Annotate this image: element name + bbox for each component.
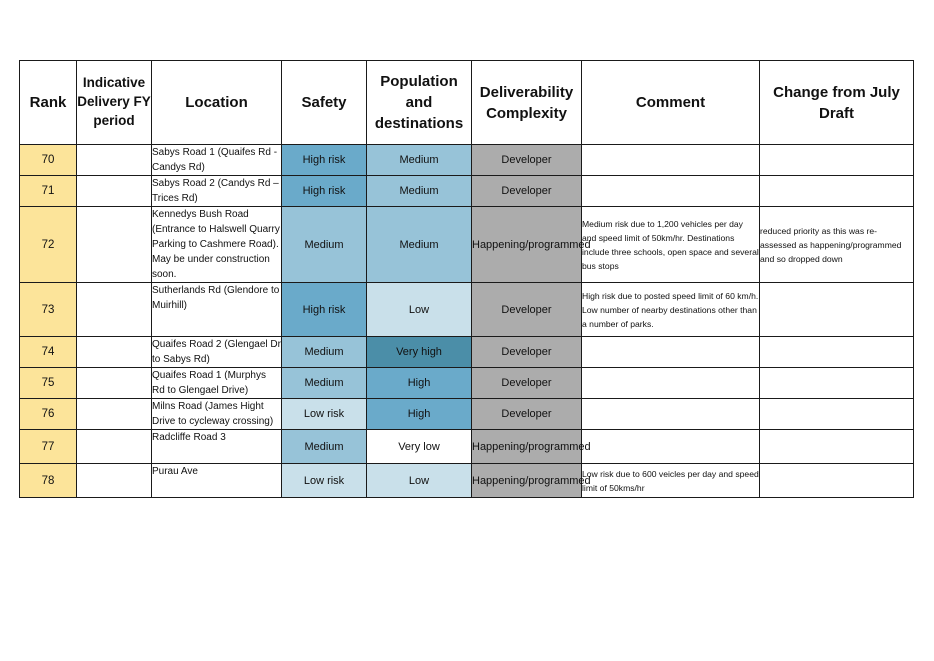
header-row	[20, 61, 914, 145]
deliverability-cell: Developer	[472, 337, 582, 368]
deliverability-cell: Happening/programmed	[472, 464, 582, 498]
change-cell	[760, 176, 914, 207]
change-cell	[760, 368, 914, 399]
deliverability-cell: Developer	[472, 283, 582, 337]
comment-cell	[582, 176, 760, 207]
comment-cell: Low risk due to 600 veicles per day and speed limit of 50kms/hr	[582, 464, 760, 498]
comment-cell	[582, 337, 760, 368]
header-fy-period: Indicative Delivery FY period	[77, 61, 152, 145]
population-cell: Low	[367, 283, 472, 337]
table-row	[20, 464, 914, 498]
location-cell: Purau Ave	[152, 464, 282, 498]
comment-cell: Medium risk due to 1,200 vehicles per day and speed limit of 50km/hr. Destinations include three schools, open space and several bus stops	[582, 207, 760, 283]
rank-cell: 76	[20, 399, 77, 430]
safety-cell: Medium	[282, 337, 367, 368]
table-row	[20, 337, 914, 368]
population-cell: Very high	[367, 337, 472, 368]
rank-cell: 74	[20, 337, 77, 368]
fy-period-cell	[77, 337, 152, 368]
header-change: Change from July Draft	[760, 61, 914, 145]
change-cell	[760, 337, 914, 368]
location-cell: Kennedys Bush Road (Entrance to Halswell Quarry Parking to Cashmere Road). May be under construction soon.	[152, 207, 282, 283]
table-row	[20, 283, 914, 337]
rank-cell: 78	[20, 464, 77, 498]
deliverability-cell: Developer	[472, 176, 582, 207]
fy-period-cell	[77, 207, 152, 283]
location-cell: Quaifes Road 2 (Glengael Dr to Sabys Rd)	[152, 337, 282, 368]
fy-period-cell	[77, 430, 152, 464]
rank-cell: 71	[20, 176, 77, 207]
comment-cell	[582, 368, 760, 399]
population-cell: Medium	[367, 207, 472, 283]
location-cell: Milns Road (James Hight Drive to cycleway crossing)	[152, 399, 282, 430]
fy-period-cell	[77, 145, 152, 176]
safety-cell: Medium	[282, 207, 367, 283]
location-cell: Sabys Road 2 (Candys Rd – Trices Rd)	[152, 176, 282, 207]
table-row	[20, 207, 914, 283]
comment-cell	[582, 145, 760, 176]
deliverability-cell: Developer	[472, 368, 582, 399]
safety-cell: High risk	[282, 176, 367, 207]
rank-cell: 75	[20, 368, 77, 399]
deliverability-cell: Developer	[472, 399, 582, 430]
table-row	[20, 430, 914, 464]
location-cell: Sutherlands Rd (Glendore to Muirhill)	[152, 283, 282, 337]
safety-cell: High risk	[282, 283, 367, 337]
rank-cell: 70	[20, 145, 77, 176]
safety-cell: Medium	[282, 368, 367, 399]
table-row	[20, 145, 914, 176]
rank-cell: 77	[20, 430, 77, 464]
change-cell	[760, 145, 914, 176]
location-cell: Sabys Road 1 (Quaifes Rd - Candys Rd)	[152, 145, 282, 176]
safety-cell: Low risk	[282, 399, 367, 430]
header-population: Population and destinations	[367, 61, 472, 145]
rank-cell: 73	[20, 283, 77, 337]
table-row	[20, 368, 914, 399]
change-cell	[760, 430, 914, 464]
population-cell: Medium	[367, 176, 472, 207]
header-safety: Safety	[282, 61, 367, 145]
header-location: Location	[152, 61, 282, 145]
fy-period-cell	[77, 464, 152, 498]
comment-cell	[582, 399, 760, 430]
change-cell	[760, 399, 914, 430]
population-cell: Very low	[367, 430, 472, 464]
header-comment: Comment	[582, 61, 760, 145]
location-cell: Quaifes Road 1 (Murphys Rd to Glengael Drive)	[152, 368, 282, 399]
fy-period-cell	[77, 283, 152, 337]
location-cell: Radcliffe Road 3	[152, 430, 282, 464]
fy-period-cell	[77, 368, 152, 399]
population-cell: High	[367, 399, 472, 430]
table-row	[20, 399, 914, 430]
header-deliverability: Deliverability Complexity	[472, 61, 582, 145]
safety-cell: High risk	[282, 145, 367, 176]
change-cell	[760, 464, 914, 498]
population-cell: Low	[367, 464, 472, 498]
change-cell	[760, 283, 914, 337]
fy-period-cell	[77, 176, 152, 207]
priority-table	[19, 60, 914, 498]
safety-cell: Medium	[282, 430, 367, 464]
safety-cell: Low risk	[282, 464, 367, 498]
rank-cell: 72	[20, 207, 77, 283]
deliverability-cell: Happening/programmed	[472, 207, 582, 283]
change-cell: reduced priority as this was re-assessed as happening/programmed and so dropped down	[760, 207, 914, 283]
comment-cell: High risk due to posted speed limit of 60 km/h. Low number of nearby destinations other than a number of parks.	[582, 283, 760, 337]
deliverability-cell: Happening/programmed	[472, 430, 582, 464]
population-cell: High	[367, 368, 472, 399]
comment-cell	[582, 430, 760, 464]
header-rank: Rank	[20, 61, 77, 145]
deliverability-cell: Developer	[472, 145, 582, 176]
fy-period-cell	[77, 399, 152, 430]
population-cell: Medium	[367, 145, 472, 176]
table-row	[20, 176, 914, 207]
